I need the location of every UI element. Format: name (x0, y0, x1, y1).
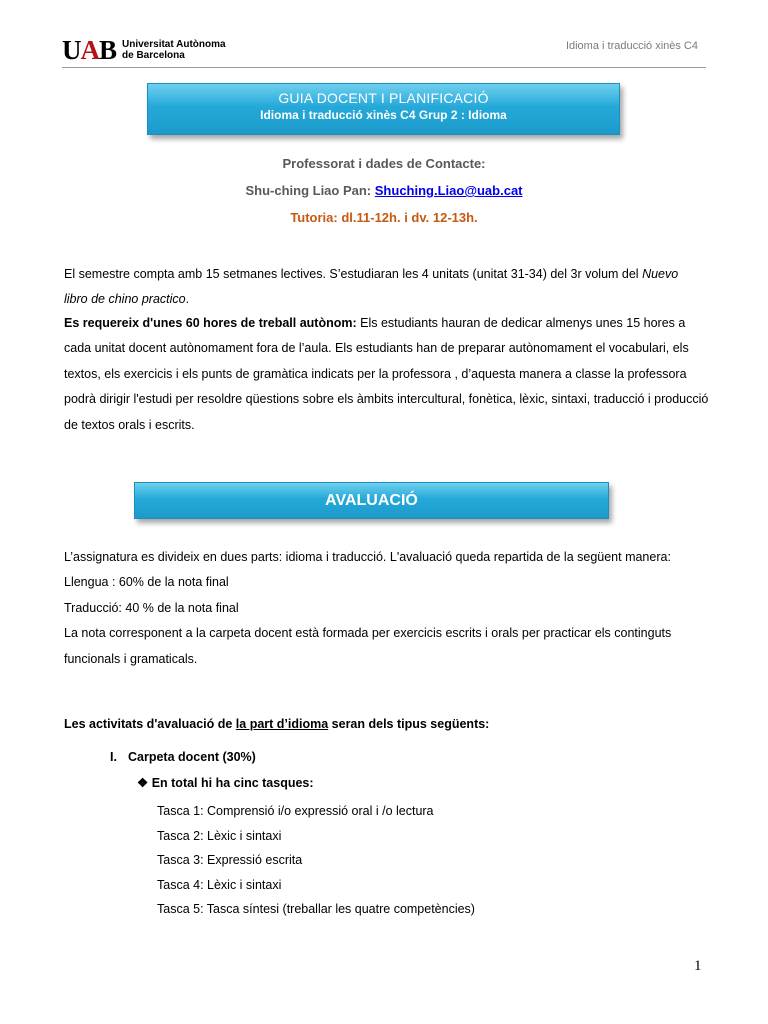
teacher-email-link[interactable]: Shuching.Liao@uab.cat (374, 183, 523, 198)
teacher-name: Shu-ching Liao Pan: (245, 183, 372, 198)
evaluation-section (64, 545, 714, 672)
bullet-tasques: ❖ En total hi ha cinc tasques: (137, 776, 314, 790)
workload-paragraph: Es requereix d'unes 60 hores de treball autònom: Els estudiants hauran de dedicar almenys unes 15 hores a cada unitat docent autònomament fora de l’aula. Els estudiants han de preparar autònomament el vocabulari, els textos, els exercicis i els punts de gramàtica indicats per la professora , d’aquesta manera a classe la professora podrà dirigir l'estudi per resoldre qüestions sobre els àmbits intercultural, fonètica, lèxic, sintaxi, traducció i producció de textos orals i escrits. (64, 316, 709, 432)
list-item: Tasca 1: Comprensió i/o expressió oral i /o lectura (157, 804, 434, 818)
header-course-title: Idioma i traducció xinès C4 (565, 40, 698, 52)
uab-logo-mark: UAB (62, 35, 117, 65)
activities-heading: Les activitats d'avaluació de la part d’idioma seran dels tipus següents: (64, 717, 490, 731)
evaluation-carpeta-note: La nota corresponent a la carpeta docent està formada per exercicis escrits i orals per practicar els continguts funcionals i gramaticals. (64, 626, 672, 666)
task-list (157, 799, 475, 922)
header-divider (62, 67, 706, 68)
avaluacio-banner: AVALUACIÓ (134, 482, 609, 519)
evaluation-traduccio: Traducció: 40 % de la nota final (64, 600, 239, 615)
contact-line (0, 183, 768, 198)
document-subtitle: Idioma i traducció xinès C4 Grup 2 : Idioma (260, 108, 507, 122)
document-title: GUIA DOCENT I PLANIFICACIÓ (278, 90, 489, 106)
diamond-bullet-icon: ❖ (137, 776, 149, 790)
evaluation-intro: L’assignatura es divideix en dues parts: idioma i traducció. L'avaluació queda repartida de la següent manera: (64, 550, 671, 564)
book-title: Nuevo (642, 267, 679, 281)
title-banner (147, 83, 620, 135)
list-item: Tasca 4: Lèxic i sintaxi (157, 877, 282, 892)
list-item: Tasca 2: Lèxic i sintaxi (157, 828, 282, 843)
evaluation-llengua: Llengua : 60% de la nota final (64, 575, 229, 590)
uab-logo (62, 35, 226, 65)
workload-lead: Es requereix d'unes 60 hores de treball autònom: (64, 316, 357, 330)
page-header (62, 35, 702, 65)
contact-heading: Professorat i dades de Contacte: (282, 156, 486, 171)
page-number: 1 (694, 958, 702, 974)
list-item-carpeta: I. Carpeta docent (30%) (110, 750, 256, 764)
list-item: Tasca 5: Tasca síntesi (treballar les quatre competències) (157, 902, 475, 917)
list-item: Tasca 3: Expressió escrita (157, 853, 303, 868)
uab-logo-text: Universitat Autònoma de Barcelona (122, 39, 226, 61)
intro-paragraph: El semestre compta amb 15 setmanes lectives. S’estudiaran les 4 unitats (unitat 31-34) del 3r volum del Nuevo libro de chino practico. (64, 267, 679, 307)
tutoria-hours: Tutoria: dl.11-12h. i dv. 12-13h. (290, 210, 478, 225)
